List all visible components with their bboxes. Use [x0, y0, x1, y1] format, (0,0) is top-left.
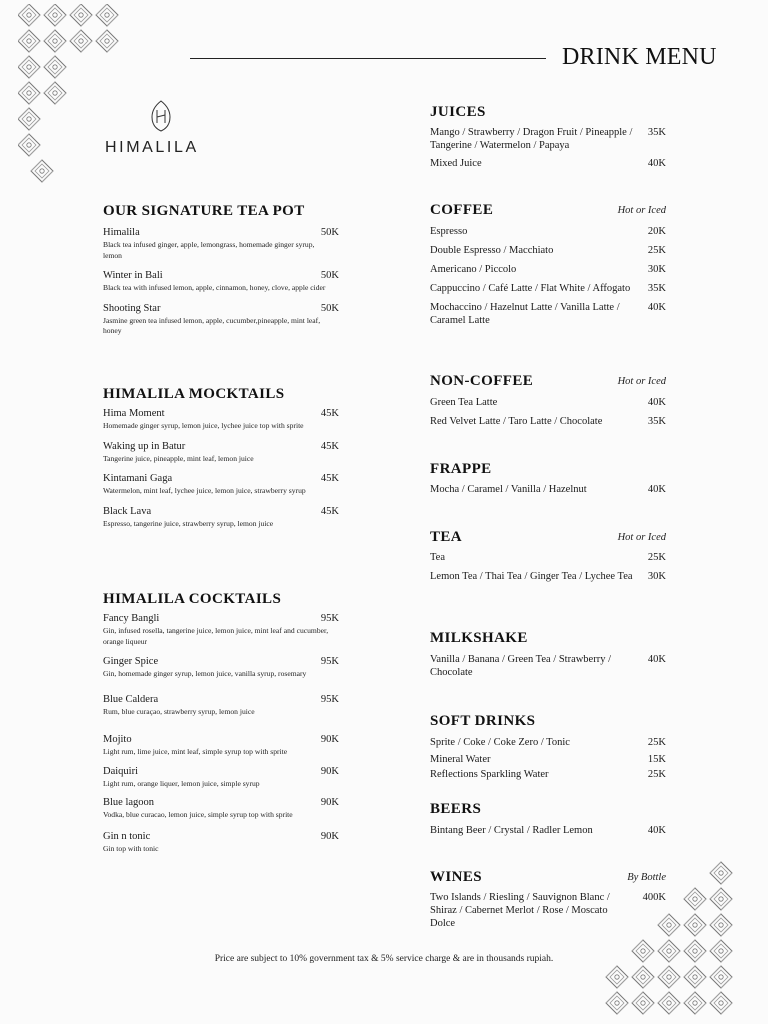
- section-beers: [430, 801, 666, 837]
- section-title: OUR SIGNATURE TEA POT: [103, 203, 305, 219]
- item-price: 40K: [647, 825, 666, 836]
- item-description: Gin, infused rosella, tangerine juice, lemon juice, mint leaf and cucumber, orange liqueur: [103, 626, 329, 646]
- item-description: Rum, blue curaçao, strawberry syrup, lemon juice: [103, 706, 255, 716]
- menu-item: [430, 225, 666, 238]
- menu-item: [103, 655, 339, 680]
- item-name: Mango / Strawberry / Dragon Fruit / Pineapple / Tangerine / Watermelon / Papaya: [430, 127, 633, 151]
- section-frappe: [430, 461, 666, 496]
- menu-item: [430, 396, 666, 409]
- item-price: 95K: [320, 613, 339, 624]
- item-name: Mixed Juice: [430, 158, 482, 169]
- item-name: Mochaccino / Hazelnut Latte / Vanilla Latte / Caramel Latte: [430, 302, 620, 326]
- item-name: Espresso: [430, 226, 468, 237]
- section-title: JUICES: [430, 104, 486, 120]
- menu-item: [430, 263, 666, 276]
- item-price: 45K: [320, 505, 339, 517]
- item-description: Watermelon, mint leaf, lychee juice, lemon juice, strawberry syrup: [103, 486, 306, 495]
- title-rule: [190, 58, 546, 59]
- section-tea: [430, 529, 666, 583]
- item-name: Bintang Beer / Crystal / Radler Lemon: [430, 825, 593, 836]
- menu-item: [103, 765, 339, 790]
- item-name: Reflections Sparkling Water: [430, 769, 549, 780]
- section-title: FRAPPE: [430, 461, 492, 477]
- item-name: Hima Moment: [103, 408, 165, 419]
- section-title: MILKSHAKE: [430, 630, 528, 646]
- item-price: 45K: [320, 473, 339, 484]
- item-name: Lemon Tea / Thai Tea / Ginger Tea / Lychee Tea: [430, 571, 633, 582]
- menu-item: [103, 693, 339, 718]
- item-price: 45K: [320, 440, 339, 452]
- section-title: TEA: [430, 529, 463, 545]
- menu-item: [103, 830, 339, 855]
- item-price: 40K: [647, 484, 666, 495]
- item-price: 25K: [647, 737, 666, 748]
- item-name: Blue lagoon: [103, 797, 155, 808]
- section-title: SOFT DRINKS: [430, 713, 536, 729]
- himalila-logo-icon: [149, 100, 173, 132]
- item-name: Cappuccino / Café Latte / Flat White / Affogato: [430, 283, 631, 294]
- item-name: Blue Caldera: [103, 693, 159, 705]
- item-description: Light rum, lime juice, mint leaf, simple syrup top with sprite: [103, 747, 288, 756]
- item-description: Black tea infused ginger, apple, lemongrass, homemade ginger syrup, lemon: [103, 240, 315, 260]
- menu-item: [103, 440, 339, 465]
- item-name: Mineral Water: [430, 754, 491, 765]
- item-price: 25K: [647, 769, 666, 780]
- menu-item: [430, 753, 666, 766]
- menu-item: [430, 824, 666, 837]
- section-soft-drinks: [430, 713, 666, 781]
- item-name: Shooting Star: [103, 302, 161, 314]
- item-name: Winter in Bali: [103, 270, 163, 281]
- item-price: 95K: [320, 693, 339, 705]
- item-description: Jasmine green tea infused lemon, apple, cucumber,pineapple, mint leaf, honey: [103, 315, 321, 335]
- item-name: Tea: [430, 552, 446, 563]
- menu-item: [103, 269, 339, 294]
- item-price: 30K: [647, 571, 666, 582]
- item-description: Tangerine juice, pineapple, mint leaf, lemon juice: [103, 453, 254, 463]
- item-description: Gin top with tonic: [103, 843, 159, 853]
- lattice-ornament-bottom-right: [598, 858, 748, 1018]
- menu-item: [103, 733, 339, 758]
- menu-item: [430, 570, 666, 583]
- section-title: HIMALILA MOCKTAILS: [103, 386, 285, 402]
- item-name: Gin n tonic: [103, 830, 151, 842]
- section-title: NON-COFFEE: [430, 373, 534, 389]
- item-price: 50K: [320, 227, 339, 238]
- section-title: HIMALILA COCKTAILS: [103, 591, 282, 607]
- item-name: Mojito: [103, 734, 132, 745]
- lattice-ornament-top-left: [18, 4, 148, 189]
- menu-item: [430, 244, 666, 257]
- item-price: 25K: [647, 245, 666, 256]
- menu-item: [430, 768, 666, 781]
- menu-item: [103, 407, 339, 432]
- menu-item: [430, 653, 666, 679]
- item-price: 90K: [320, 797, 339, 808]
- section-signature-tea-pot: [103, 203, 339, 337]
- section-juices: [430, 104, 666, 170]
- menu-item: [103, 302, 339, 337]
- item-name: Mocha / Caramel / Vanilla / Hazelnut: [430, 484, 587, 495]
- menu-item: [430, 301, 666, 327]
- item-price: 95K: [320, 656, 339, 667]
- serving-note: Hot or Iced: [617, 376, 666, 387]
- item-price: 35K: [647, 416, 666, 427]
- item-price: 15K: [647, 754, 666, 765]
- item-name: Black Lava: [103, 505, 152, 517]
- menu-item: [430, 282, 666, 295]
- item-name: Kintamani Gaga: [103, 473, 173, 484]
- item-description: Vodka, blue curacao, lemon juice, simple syrup top with sprite: [103, 810, 293, 819]
- page-title: DRINK MENU: [562, 44, 717, 70]
- section-title: COFFEE: [430, 202, 494, 218]
- item-name: Green Tea Latte: [430, 397, 498, 408]
- item-price: 35K: [647, 283, 666, 294]
- serving-note: By Bottle: [627, 872, 666, 883]
- section-mocktails: [103, 386, 339, 529]
- item-price: 50K: [320, 302, 339, 314]
- item-price: 40K: [647, 397, 666, 408]
- item-name: Vanilla / Banana / Green Tea / Strawberry / Chocolate: [430, 654, 612, 678]
- item-price: 45K: [320, 408, 339, 419]
- item-description: Espresso, tangerine juice, strawberry syrup, lemon juice: [103, 518, 274, 528]
- serving-note: Hot or Iced: [617, 532, 666, 543]
- item-name: Double Espresso / Macchiato: [430, 245, 554, 256]
- section-title: WINES: [430, 869, 483, 885]
- item-price: 30K: [647, 264, 666, 275]
- item-name: Red Velvet Latte / Taro Latte / Chocolate: [430, 416, 603, 427]
- menu-item: [103, 505, 339, 530]
- item-price: 90K: [320, 734, 339, 745]
- menu-item: [430, 126, 666, 152]
- item-name: Waking up in Batur: [103, 440, 186, 452]
- serving-note: Hot or Iced: [617, 205, 666, 216]
- section-non-coffee: [430, 373, 666, 428]
- item-name: Himalila: [103, 227, 140, 238]
- menu-item: [430, 551, 666, 564]
- menu-item: [103, 796, 339, 821]
- item-price: 25K: [647, 552, 666, 563]
- section-milkshake: [430, 630, 666, 679]
- item-price: 90K: [320, 765, 339, 777]
- item-name: Sprite / Coke / Coke Zero / Tonic: [430, 737, 570, 748]
- item-price: 40K: [647, 158, 666, 169]
- menu-item: [430, 483, 666, 496]
- item-price: 90K: [320, 830, 339, 842]
- item-price: 20K: [647, 226, 666, 237]
- item-description: Gin, homemade ginger syrup, lemon juice, vanilla syrup, rosemary: [103, 669, 307, 678]
- item-price: 40K: [647, 302, 666, 313]
- item-name: Daiquiri: [103, 765, 138, 777]
- item-price: 35K: [647, 127, 666, 138]
- section-cocktails: [103, 591, 339, 854]
- menu-item: [430, 157, 666, 170]
- item-name: Americano / Piccolo: [430, 264, 517, 275]
- item-description: Light rum, orange liquer, lemon juice, simple syrup: [103, 778, 260, 788]
- item-price: 40K: [647, 654, 666, 665]
- menu-item: [103, 612, 339, 647]
- menu-item: [430, 736, 666, 749]
- brand-name: HIMALILA: [105, 139, 199, 156]
- section-coffee: [430, 202, 666, 327]
- item-name: Fancy Bangli: [103, 613, 160, 624]
- item-description: Black tea with infused lemon, apple, cinnamon, honey, clove, apple cider: [103, 283, 326, 292]
- item-description: Homemade ginger syrup, lemon juice, lychee juice top with sprite: [103, 421, 304, 430]
- item-name: Ginger Spice: [103, 656, 159, 667]
- item-name: Two Islands / Riesling / Sauvignon Blanc / Shiraz / Cabernet Merlot / Rose / Moscato Dolce: [430, 892, 610, 929]
- item-price: 400K: [642, 892, 666, 903]
- item-price: 50K: [320, 270, 339, 281]
- section-title: BEERS: [430, 801, 482, 817]
- price-disclaimer: Price are subject to 10% government tax & 5% service charge & are in thousands rupiah.: [214, 954, 554, 964]
- menu-item: [103, 226, 339, 261]
- menu-item: [430, 415, 666, 428]
- menu-item: [103, 472, 339, 497]
